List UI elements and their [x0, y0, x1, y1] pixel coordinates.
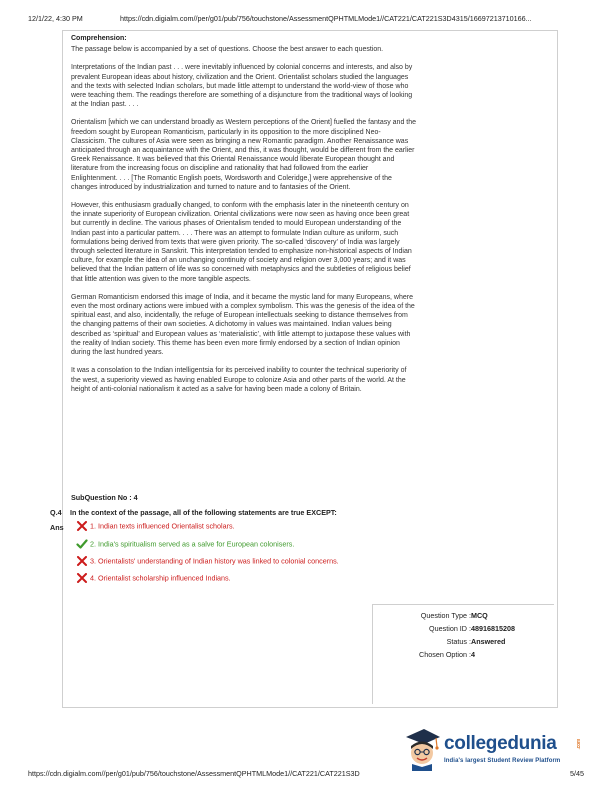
question-type-value: MCQ [471, 611, 488, 620]
collegedunia-logo [402, 727, 582, 773]
cross-icon [76, 521, 88, 531]
option-text: 3. Orientalists' understanding of Indian history was linked to colonial concerns. [90, 556, 339, 566]
option-1 [76, 521, 235, 532]
footer-url: https://cdn.digialm.com//per/g01/pub/756/touchstone/AssessmentQPHTMLMode1//CAT221/CAT221S3D [28, 769, 360, 778]
print-datetime: 12/1/22, 4:30 PM [28, 14, 83, 23]
passage-paragraph: The passage below is accompanied by a set of questions. Choose the best answer to each question. [71, 46, 384, 54]
cross-icon [76, 573, 88, 583]
print-url: https://cdn.digialm.com//per/g01/pub/756/touchstone/AssessmentQPHTMLMode1//CAT221/CAT221S3D4315/16697213710166... [120, 14, 532, 23]
comprehension-title: Comprehension: [71, 35, 127, 42]
chosen-option-value: 4 [471, 650, 475, 659]
answer-label: Ans [50, 523, 64, 532]
passage-paragraph: However, this enthusiasm gradually changed, to conform with the emphasis later in the nineteenth century on the innate superiority of European civilization. Oriental civilizations were now seen as having once been great but currently in decline. The various phases of Orientalism tended to mould European understanding of the Indian past into a particular pattern. . . . There was an attempt to formulate Indian culture as uniform, such formulations being derived from texts that were given priority. The so-called ‘discovery’ of India was largely through selected literature in Sanskrit. This interpretation tended to emphasize non-historical aspects of Indian culture, for example the idea of an unchanging continuity of society and religion over 3,000 years; and it was believed that the Indian pattern of life was so concerned with metaphysics and the subtleties of religious belief that little attention was given to the more tangible aspects. [71, 202, 412, 283]
question-meta-panel [372, 604, 554, 704]
option-3 [76, 556, 339, 567]
brand-tagline: India's largest Student Review Platform [444, 758, 561, 764]
brand-text: collegedunia [444, 733, 557, 754]
brand-com: .com [576, 739, 582, 750]
option-text: 2. India's spiritualism served as a salve for European colonisers. [90, 539, 295, 549]
passage-paragraph: Orientalism [which we can understand broadly as Western perceptions of the Orient] fuelled the fantasy and the freedom sought by European Romanticism, particularly in its opposition to the more disciplined Neo-Classicism. The cultures of Asia were seen as bringing a new Romantic paradigm. Another Renaissance was anticipated through an acquaintance with the Orient, and this, it was thought, would be different from the earlier Greek Renaissance. It was believed that this Oriental Renaissance would liberate European thought and literature from the increasing focus on discipline and rationality that had followed from the earlier Enlightenment. . . . [The Romantic English poets, Wordsworth and Coleridge,] were apprehensive of the changes introduced by industrialization and turned to nature and to fantasies of the Orient. [71, 119, 417, 191]
question-id-label: Question ID : [429, 624, 471, 633]
page-number: 5/45 [570, 769, 584, 778]
question-id-value: 48916815208 [471, 624, 515, 633]
chosen-option-label: Chosen Option : [419, 650, 471, 659]
page-header [28, 14, 592, 26]
passage-paragraph: German Romanticism endorsed this image of India, and it became the mystic land for many Europeans, where even the most ordinary actions were imbued with a complex symbolism. This was the genesis of the idea of the spiritual east, and also, incidentally, the refuge of European intellectuals seeking to distance themselves from the changing patterns of their own societies. A dichotomy in values was maintained. Indian values being described as ‘spiritual’ and European values as ‘materialistic’, with little attempt to juxtapose these values with the reality of Indian society. This theme has been even more firmly endorsed by a section of Indian opinion during the last hundred years. [71, 293, 415, 357]
option-text: 4. Orientalist scholarship influenced Indians. [90, 573, 231, 583]
subquestion-label: SubQuestion No : 4 [71, 493, 138, 502]
passage-paragraph: It was a consolation to the Indian intelligentsia for its perceived inability to counter the technical superiority of the west, a superiority viewed as having enabled Europe to colonize Asia and other parts of the world. At the height of anti-colonial nationalism it acted as a salve for having been made a colony of Britain. [71, 367, 407, 393]
status-value: Answered [471, 637, 506, 646]
passage-paragraph: Interpretations of the Indian past . . . were inevitably influenced by colonial concerns and interests, and also by prevalent European ideas about history, civilization and the Orient. Orientalist scholars studied the languages and the texts with selected Indian scholars, but made little attempt to understand the world-view of those who were teaching them. The readings therefore are something of a disjuncture from the traditional ways of looking at the Indian past. . . . [71, 64, 413, 109]
comprehension-section [71, 34, 416, 403]
check-icon [76, 539, 88, 549]
cross-icon [76, 556, 88, 566]
question-type-label: Question Type : [420, 611, 471, 620]
status-label: Status : [446, 637, 471, 646]
question-number: Q.4 [50, 508, 62, 517]
option-2 [76, 539, 294, 550]
question-text: In the context of the passage, all of the following statements are true EXCEPT: [70, 508, 337, 517]
option-text: 1. Indian texts influenced Orientalist scholars. [90, 521, 235, 531]
brand-name [444, 733, 582, 755]
option-4 [76, 573, 231, 584]
mascot-icon [402, 727, 442, 771]
